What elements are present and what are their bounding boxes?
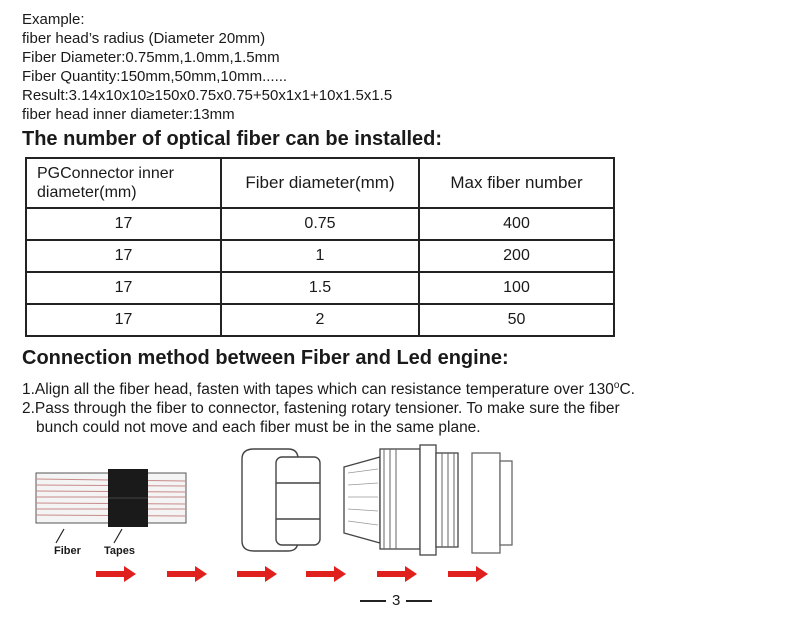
tapes-label: Tapes <box>104 545 135 557</box>
table-cell: 17 <box>26 304 221 336</box>
intro-line: fiber head inner diameter:13mm <box>22 106 235 123</box>
table-row <box>26 304 614 336</box>
step-1 <box>22 376 635 399</box>
table-cell: 50 <box>419 304 614 336</box>
connection-section-title: Connection method between Fiber and Led engine: <box>22 347 509 369</box>
step-2-line-2: bunch could not move and each fiber must be in the same plane. <box>36 419 481 437</box>
table-section-title: The number of optical fiber can be installed: <box>22 128 443 150</box>
step-1-unit: C. <box>619 381 635 399</box>
dash-decoration <box>406 600 432 602</box>
page-number-text: 3 <box>392 592 401 609</box>
step-1-text: 1.Align all the fiber head, fasten with tapes which can resistance temperature over 130 <box>22 381 614 399</box>
step-2-line-1: 2.Pass through the fiber to connector, fastening rotary tensioner. To make sure the fiber <box>22 400 620 418</box>
table-cell: 0.75 <box>221 208 419 240</box>
table-cell: 17 <box>26 208 221 240</box>
table-cell: 400 <box>419 208 614 240</box>
table-header-row <box>26 158 614 208</box>
intro-line: Fiber Diameter:0.75mm,1.0mm,1.5mm <box>22 49 280 66</box>
intro-line: fiber head’s radius (Diameter 20mm) <box>22 30 266 47</box>
table-row <box>26 272 614 304</box>
fiber-capacity-table <box>25 157 615 337</box>
table-cell: 17 <box>26 240 221 272</box>
page-number <box>360 592 432 609</box>
connector-body-drawing <box>344 445 458 555</box>
red-arrow-icon <box>306 566 346 582</box>
table-row <box>26 240 614 272</box>
header-connector-diameter: PGConnector inner diameter(mm) <box>26 158 221 208</box>
table-cell: 2 <box>221 304 419 336</box>
header-fiber-diameter: Fiber diameter(mm) <box>221 158 419 208</box>
table-cell: 1 <box>221 240 419 272</box>
connector-cap-drawing <box>242 449 320 551</box>
connection-steps <box>22 376 635 437</box>
red-arrow-icon <box>448 566 488 582</box>
degree-mark: o <box>613 380 620 391</box>
table-cell: 1.5 <box>221 272 419 304</box>
lock-nut-drawing <box>472 453 512 553</box>
table-cell: 17 <box>26 272 221 304</box>
fiber-label: Fiber <box>54 545 81 557</box>
red-arrow-icon <box>167 566 207 582</box>
table-cell: 200 <box>419 240 614 272</box>
red-arrow-icon <box>377 566 417 582</box>
dash-decoration <box>360 600 386 602</box>
fiber-bundle-drawing <box>36 469 186 527</box>
intro-example-block <box>22 10 392 124</box>
table-row <box>26 208 614 240</box>
table-cell: 100 <box>419 272 614 304</box>
header-max-fiber-number: Max fiber number <box>419 158 614 208</box>
intro-line: Fiber Quantity:150mm,50mm,10mm...... <box>22 68 288 85</box>
red-arrow-icon <box>96 566 136 582</box>
intro-line: Example: <box>22 11 85 28</box>
intro-line: Result:3.14x10x10≥150x0.75x0.75+50x1x1+10x1.5x1.5 <box>22 87 393 104</box>
red-arrow-icon <box>237 566 277 582</box>
